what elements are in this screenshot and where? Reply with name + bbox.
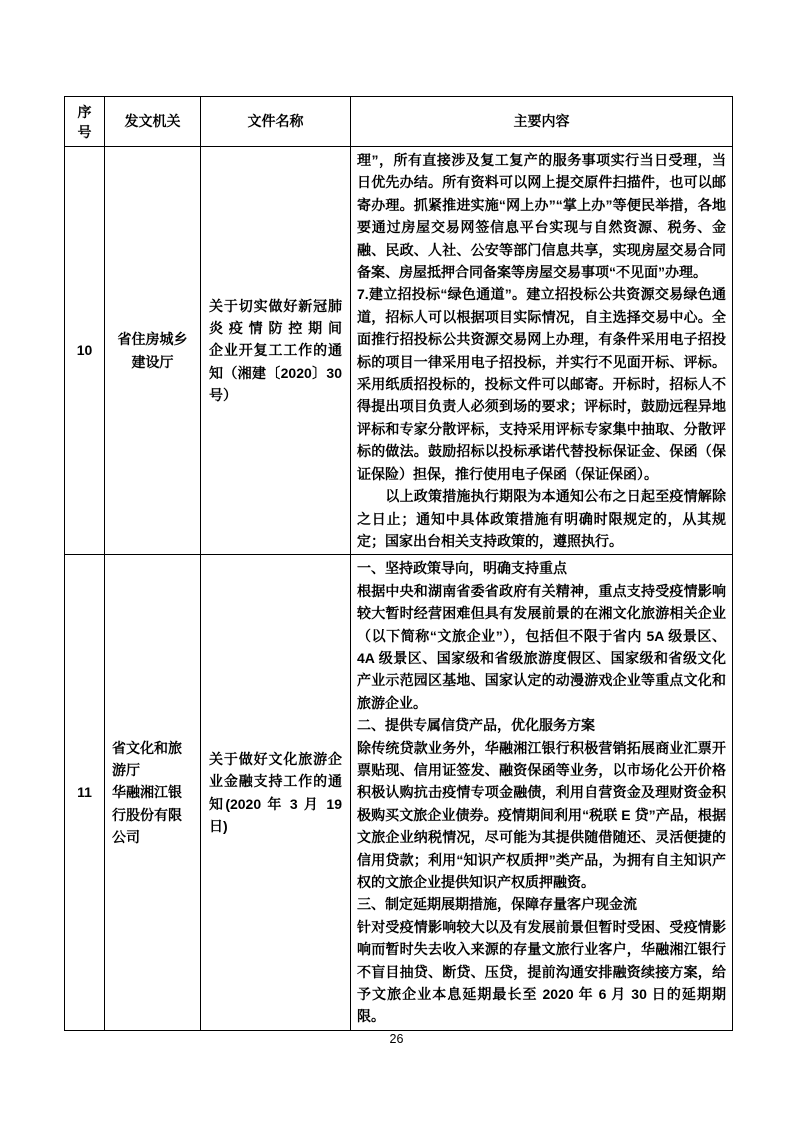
content-paragraph: 理”，所有直接涉及复工复产的服务事项实行当日受理，当日优先办结。所有资料可以网上提交原件扫描件，也可以邮寄办理。抓紧推进实施“网上办”“掌上办”等便民举措，各地要通过房屋交易网签信息平台实现与自然资源、税务、金融、民政、人社、公安等部门信息共享，实现房屋交易合同备案、房屋抵押合同备案等房屋交易事项“不见面”办理。: [357, 152, 726, 281]
table-row: [65, 555, 733, 1031]
document-name-cell: [201, 555, 351, 1031]
column-header-main-content: 主要内容: [351, 97, 733, 147]
agency-name: 华融湘江银行股份有限公司: [112, 784, 182, 846]
content-paragraph: 一、坚持政策导向，明确支持重点: [357, 560, 567, 577]
serial-no: 11: [65, 555, 105, 1031]
document-name-cell: [201, 147, 351, 555]
content-paragraph: 二、提供专属信贷产品，优化服务方案: [357, 717, 595, 734]
document-name-segment: 关于切实做好新冠肺炎疫情防控期间: [209, 297, 342, 337]
content-paragraph: 三、制定延期展期措施，保障存量客户现金流: [357, 896, 637, 913]
document-name-segment: 关于做好文化旅游企业金融支持工作的通知(2020 年 3 月 19 日): [209, 750, 342, 834]
issuing-agency-cell: [105, 555, 201, 1031]
main-content-cell: [351, 555, 733, 1031]
table-header-row: [65, 97, 733, 147]
issuing-agency-cell: [105, 147, 201, 555]
content-paragraph: 除传统贷款业务外，华融湘江银行积极营销拓展商业汇票开票贴现、信用证签发、融资保函等业务，以市场化公开价格积极认购抗击疫情专项金融债，利用自营资金及理财资金积极购买文旅企业债券。疫情期间利用“税联 E 贷”产品，根据文旅企业纳税情况，尽可能为其提供随借随还、灵活便捷的信用贷款；利用“知识产权质押”类产品，为拥有自主知识产权的文旅企业提供知识产权质押融资。: [357, 739, 726, 890]
content-paragraph: 7.建立招投标“绿色通道”。建立招投标公共资源交易绿色通道，招标人可以根据项目实际情况，自主选择交易中心。全面推行招投标公共资源交易网上办理，有条件采用电子招投标的项目一律采用电子招投标，并实行不见面开标、评标。采用纸质招投标的，投标文件可以邮寄。开标时，招标人不得提出项目负责人必须到场的要求；评标时，鼓励远程异地评标和专家分散评标，支持采用评标专家集中抽取、分散评标的做法。鼓励招标以投标承诺代替投标保证金、保函（保证保险）担保，推行使用电子保函（保证保函）。: [357, 286, 726, 482]
content-paragraph: 以上政策措施执行期限为本通知公布之日起至疫情解除之日止；通知中具体政策措施有明确时限规定的，从其规定；国家出台相关支持政策的，遵照执行。: [357, 488, 726, 549]
column-header-serial-no: 序号: [65, 97, 105, 147]
serial-no: 10: [65, 147, 105, 555]
table-row: [65, 147, 733, 555]
page-number: 26: [389, 1032, 404, 1046]
column-header-document-name: 文件名称: [201, 97, 351, 147]
agency-name: 省文化和旅游厅: [112, 739, 182, 778]
content-paragraph: 针对受疫情影响较大以及有发展前景但暂时受困、受疫情影响而暂时失去收入来源的存量文旅行业客户，华融湘江银行不盲目抽贷、断贷、压贷，提前沟通安排融资续接方案，给予文旅企业本息延期最长至 2020 年 6 月 30 日的延期期限。: [357, 918, 726, 1025]
policy-document-table: [64, 96, 733, 1031]
column-header-issuing-agency: 发文机关: [105, 97, 201, 147]
content-paragraph: 根据中央和湖南省委省政府有关精神，重点支持受疫情影响较大暂时经营困难但具有发展前景的在湘文化旅游相关企业（以下简称“文旅企业”），包括但不限于省内 5A 级景区、4A 级景区、国家级和省级旅游度假区、国家级和省级文化产业示范园区基地、国家认定的动漫游戏企业等重点文化和旅游企业。: [357, 582, 726, 711]
main-content-cell: [351, 147, 733, 555]
document-name-segment: 企业开复工工作的通知（湘建〔2020〕30 号）: [209, 342, 342, 404]
agency-name: 省住房城乡建设厅: [117, 331, 188, 370]
